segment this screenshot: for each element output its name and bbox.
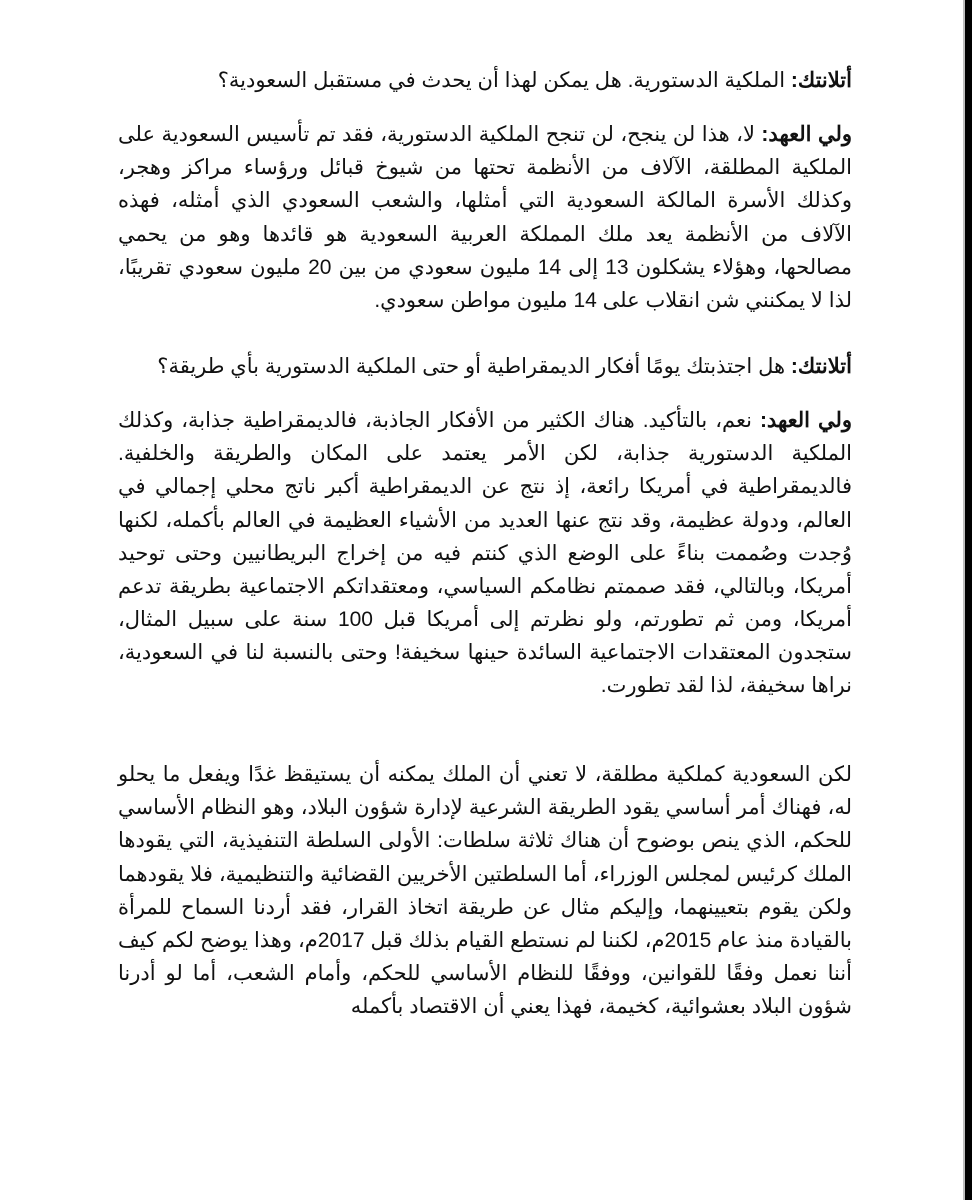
- paragraph-text: لا، هذا لن ينجح، لن تنجح الملكية الدستورية، فقد تم تأسيس السعودية على الملكية المطلقة، الآلاف من الأنظمة تحتها من شيوخ قبائل ورؤساء مراكز وهجر، وكذلك الأسرة المالكة السعودية التي أمثلها، والشعب السعودي الذي أمثله، فهذه الآلاف من الأنظمة يعد ملك المملكة العربية السعودية هو قائدها وهو من يحمي مصالحها، وهؤلاء يشكلون 13 إلى 14 مليون سعودي من بين 20 مليون سعودي تقريبًا، لذا لا يمكنني شن انقلاب على 14 مليون مواطن سعودي.: [118, 123, 853, 312]
- paragraph-text: هل اجتذبتك يومًا أفكار الديمقراطية أو حتى الملكية الدستورية بأي طريقة؟: [157, 355, 791, 378]
- speaker-label: ولي العهد:: [759, 409, 853, 432]
- paragraph-1: [118, 64, 852, 97]
- speaker-label: أتلانتك:: [790, 69, 852, 92]
- paragraph-2: [118, 118, 852, 317]
- paragraph-text: لكن السعودية كملكية مطلقة، لا تعني أن الملك يمكنه أن يستيقظ غدًا ويفعل ما يحلو له، فهناك أمر أساسي يقود الطريقة الشرعية لإدارة شؤون البلاد، وهو النظام الأساسي للحكم، الذي ينص بوضوح أن هناك ثلاثة سلطات: الأولى السلطة التنفيذية، التي يقودها الملك كرئيس لمجلس الوزراء، أما السلطتين الأخريين القضائية والتنظيمية، فلا يقودهما ولكن يقوم بتعيينهما، وإليكم مثال عن طريقة اتخاذ القرار، فقد أردنا السماح للمرأة بالقيادة منذ عام 2015م، لكننا لم نستطع القيام بذلك قبل 2017م، وهذا يوضح لكم كيف أننا نعمل وفقًا للقوانين، ووفقًا للنظام الأساسي للحكم، وأمام الشعب، أما لو أدرنا شؤون البلاد بعشوائية، كخيمة، فهذا يعني أن الاقتصاد بأكمله: [118, 763, 852, 1019]
- paragraph-4: [118, 404, 852, 703]
- paragraph-3: [118, 350, 852, 383]
- paragraph-5: [118, 758, 852, 1023]
- paragraph-text: نعم، بالتأكيد. هناك الكثير من الأفكار الجاذبة، فالديمقراطية جذابة، وكذلك الملكية الدستورية جذابة، لكن الأمر يعتمد على المكان والطريقة والخلفية. فالديمقراطية في أمريكا رائعة، إذ نتج عن الديمقراطية أكبر ناتج محلي إجمالي في العالم، ودولة عظيمة، وقد نتج عنها العديد من الأشياء العظيمة في العالم بأكمله، لكنها وُجدت وصُممت بناءً على الوضع الذي كنتم فيه من إخراج البريطانيين وحتى توحيد أمريكا، وبالتالي، فقد صممتم نظامكم السياسي، ومعتقداتكم الاجتماعية بطريقة تدعم أمريكا، ومن ثم تطورتم، ولو نظرتم إلى أمريكا قبل 100 سنة على سبيل المثال، ستجدون المعتقدات الاجتماعية السائدة حينها سخيفة! وحتى بالنسبة لنا في السعودية، نراها سخيفة، لذا لقد تطورت.: [118, 409, 852, 698]
- speaker-label: ولي العهد:: [761, 123, 852, 146]
- speaker-label: أتلانتك:: [790, 355, 852, 378]
- paragraph-text: الملكية الدستورية. هل يمكن لهذا أن يحدث في مستقبل السعودية؟: [217, 69, 791, 92]
